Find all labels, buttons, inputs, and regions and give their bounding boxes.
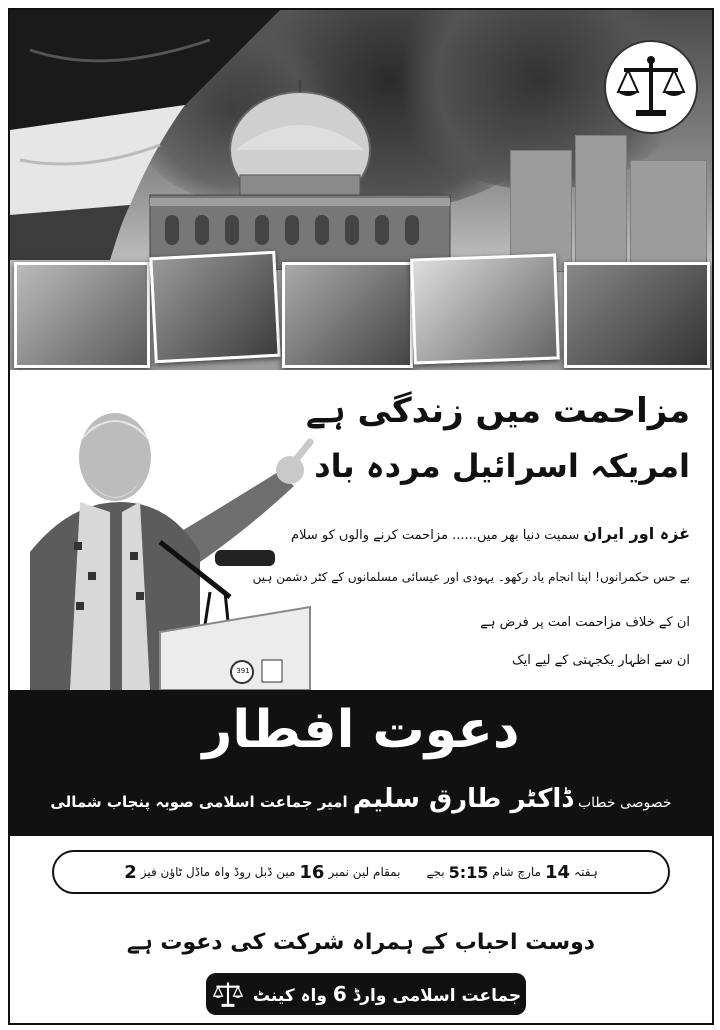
mosque-illustration: [140, 80, 460, 270]
body-line-4: ان سے اظہار یکجہتی کے لیے ایک: [511, 653, 690, 668]
scales-of-justice-icon: [616, 52, 686, 122]
headline-slogan: امریکہ اسرائیل مردہ باد: [314, 447, 690, 485]
speaker-prefix: خصوصی خطاب: [577, 795, 672, 811]
body-line-2: بے حس حکمرانوں! اپنا انجام یاد رکھو۔ یہودی اور عیسائی مسلمانوں کے کٹر دشمن ہیں: [252, 570, 690, 584]
venue-prefix: بمقام لین نمبر: [328, 865, 401, 879]
venue-number: 16: [299, 861, 325, 883]
organizer-area: واہ کینٹ: [252, 986, 327, 1006]
city-building: [630, 160, 707, 272]
body-line-3: ان کے خلاف مزاحمت امت پر فرض ہے: [480, 615, 690, 630]
date-number: 14: [544, 861, 571, 883]
poster: [8, 8, 714, 1025]
organizer-ward: 6: [332, 982, 347, 1006]
invitation-line: دوست احباب کے ہمراہ شرکت کی دعوت ہے: [126, 930, 596, 955]
organizer-label: جماعت اسلامی وارڈ: [352, 986, 522, 1006]
photo-child-1: [14, 262, 150, 368]
speaker-photo: [10, 402, 320, 690]
event-time: 5:15: [448, 862, 489, 882]
event-banner: [10, 690, 712, 836]
date-day: ہفتہ: [574, 865, 598, 879]
organizer-name: [253, 982, 521, 1006]
photo-child-3: [282, 262, 413, 368]
photo-child-2: [149, 251, 280, 363]
body-line-1-bold: غزہ اور ایران: [583, 524, 690, 543]
body-line-1-rest: سمیت دنیا بھر میں...... مزاحمت کرنے والوں کو سلام: [291, 528, 580, 543]
venue-phase: 2: [124, 861, 137, 883]
venue-rest: مین ڈبل روڈ واہ ماڈل ٹاؤن فیز: [140, 865, 296, 879]
scales-logo-badge: [604, 40, 698, 134]
headline-resistance: مزاحمت میں زندگی ہے: [305, 391, 690, 431]
date-month: مارچ شام: [492, 865, 541, 879]
speaker-role: امیر جماعت اسلامی صوبہ پنجاب شمالی: [50, 793, 348, 811]
event-title: دعوت افطار: [202, 700, 520, 760]
photo-child-4: [410, 253, 560, 364]
body-line-1: [291, 524, 690, 543]
hero-image: [10, 10, 712, 370]
organizer-bar: [206, 973, 526, 1015]
city-building: [575, 135, 627, 272]
date-venue-pill: [52, 850, 670, 894]
scales-of-justice-icon: [211, 979, 245, 1009]
speaker-line: [10, 784, 712, 814]
podium-badge: 391: [236, 667, 250, 675]
event-time-suffix: بجے: [426, 865, 445, 879]
photo-child-5: [564, 262, 710, 368]
speaker-name: ڈاکٹر طارق سلیم: [352, 784, 573, 814]
